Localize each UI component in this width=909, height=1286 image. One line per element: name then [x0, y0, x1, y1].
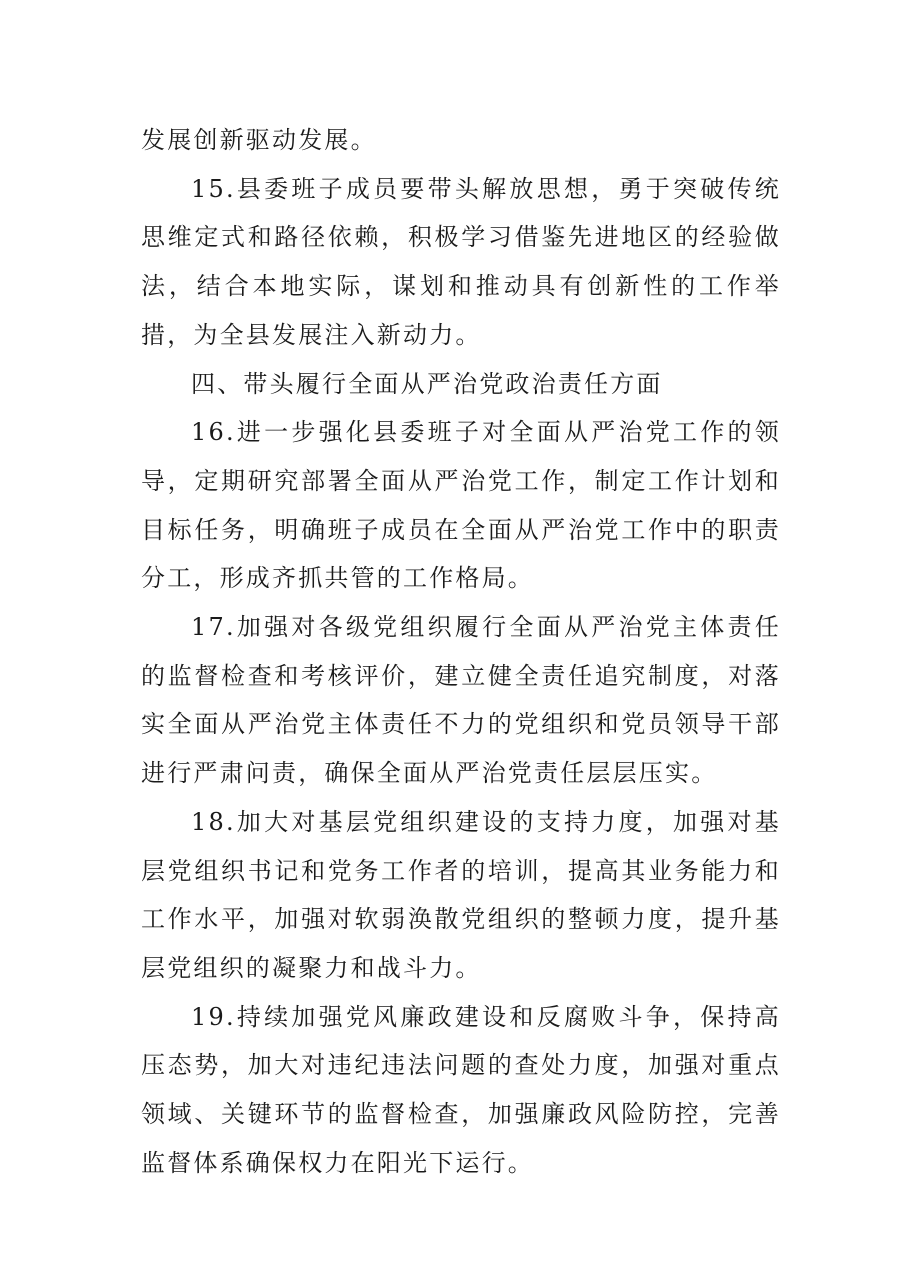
paragraph-continuation: 发展创新驱动发展。: [141, 126, 377, 154]
section-heading-4: 四、带头履行全面从严治党政治责任方面: [191, 369, 663, 398]
paragraph-item-17: 17.加强对各级党组织履行全面从严治党主体责任的监督检查和考核评价，建立健全责任追究制度，对落实全面从严治党主体责任不力的党组织和党员领导干部进行严肃问责，确保全面从严治党责任层层压实。: [141, 613, 781, 788]
paragraph-item-19: 19.持续加强党风廉政建设和反腐败斗争，保持高压态势，加大对违纪违法问题的查处力度，加强对重点领域、关键环节的监督检查，加强廉政风险防控，完善监督体系确保权力在阳光下运行。: [141, 1002, 781, 1177]
paragraph-item-18: 18.加大对基层党组织建设的支持力度，加强对基层党组织书记和党务工作者的培训，提高其业务能力和工作水平，加强对软弱涣散党组织的整顿力度，提升基层党组织的凝聚力和战斗力。: [141, 807, 781, 982]
document-body: [141, 116, 781, 1187]
paragraph-item-16: 16.进一步强化县委班子对全面从严治党工作的领导，定期研究部署全面从严治党工作，制定工作计划和目标任务，明确班子成员在全面从严治党工作中的职责分工，形成齐抓共管的工作格局。: [141, 418, 781, 593]
paragraph-item-15: 15.县委班子成员要带头解放思想，勇于突破传统思维定式和路径依赖，积极学习借鉴先进地区的经验做法，结合本地实际，谋划和推动具有创新性的工作举措，为全县发展注入新动力。: [141, 174, 781, 349]
